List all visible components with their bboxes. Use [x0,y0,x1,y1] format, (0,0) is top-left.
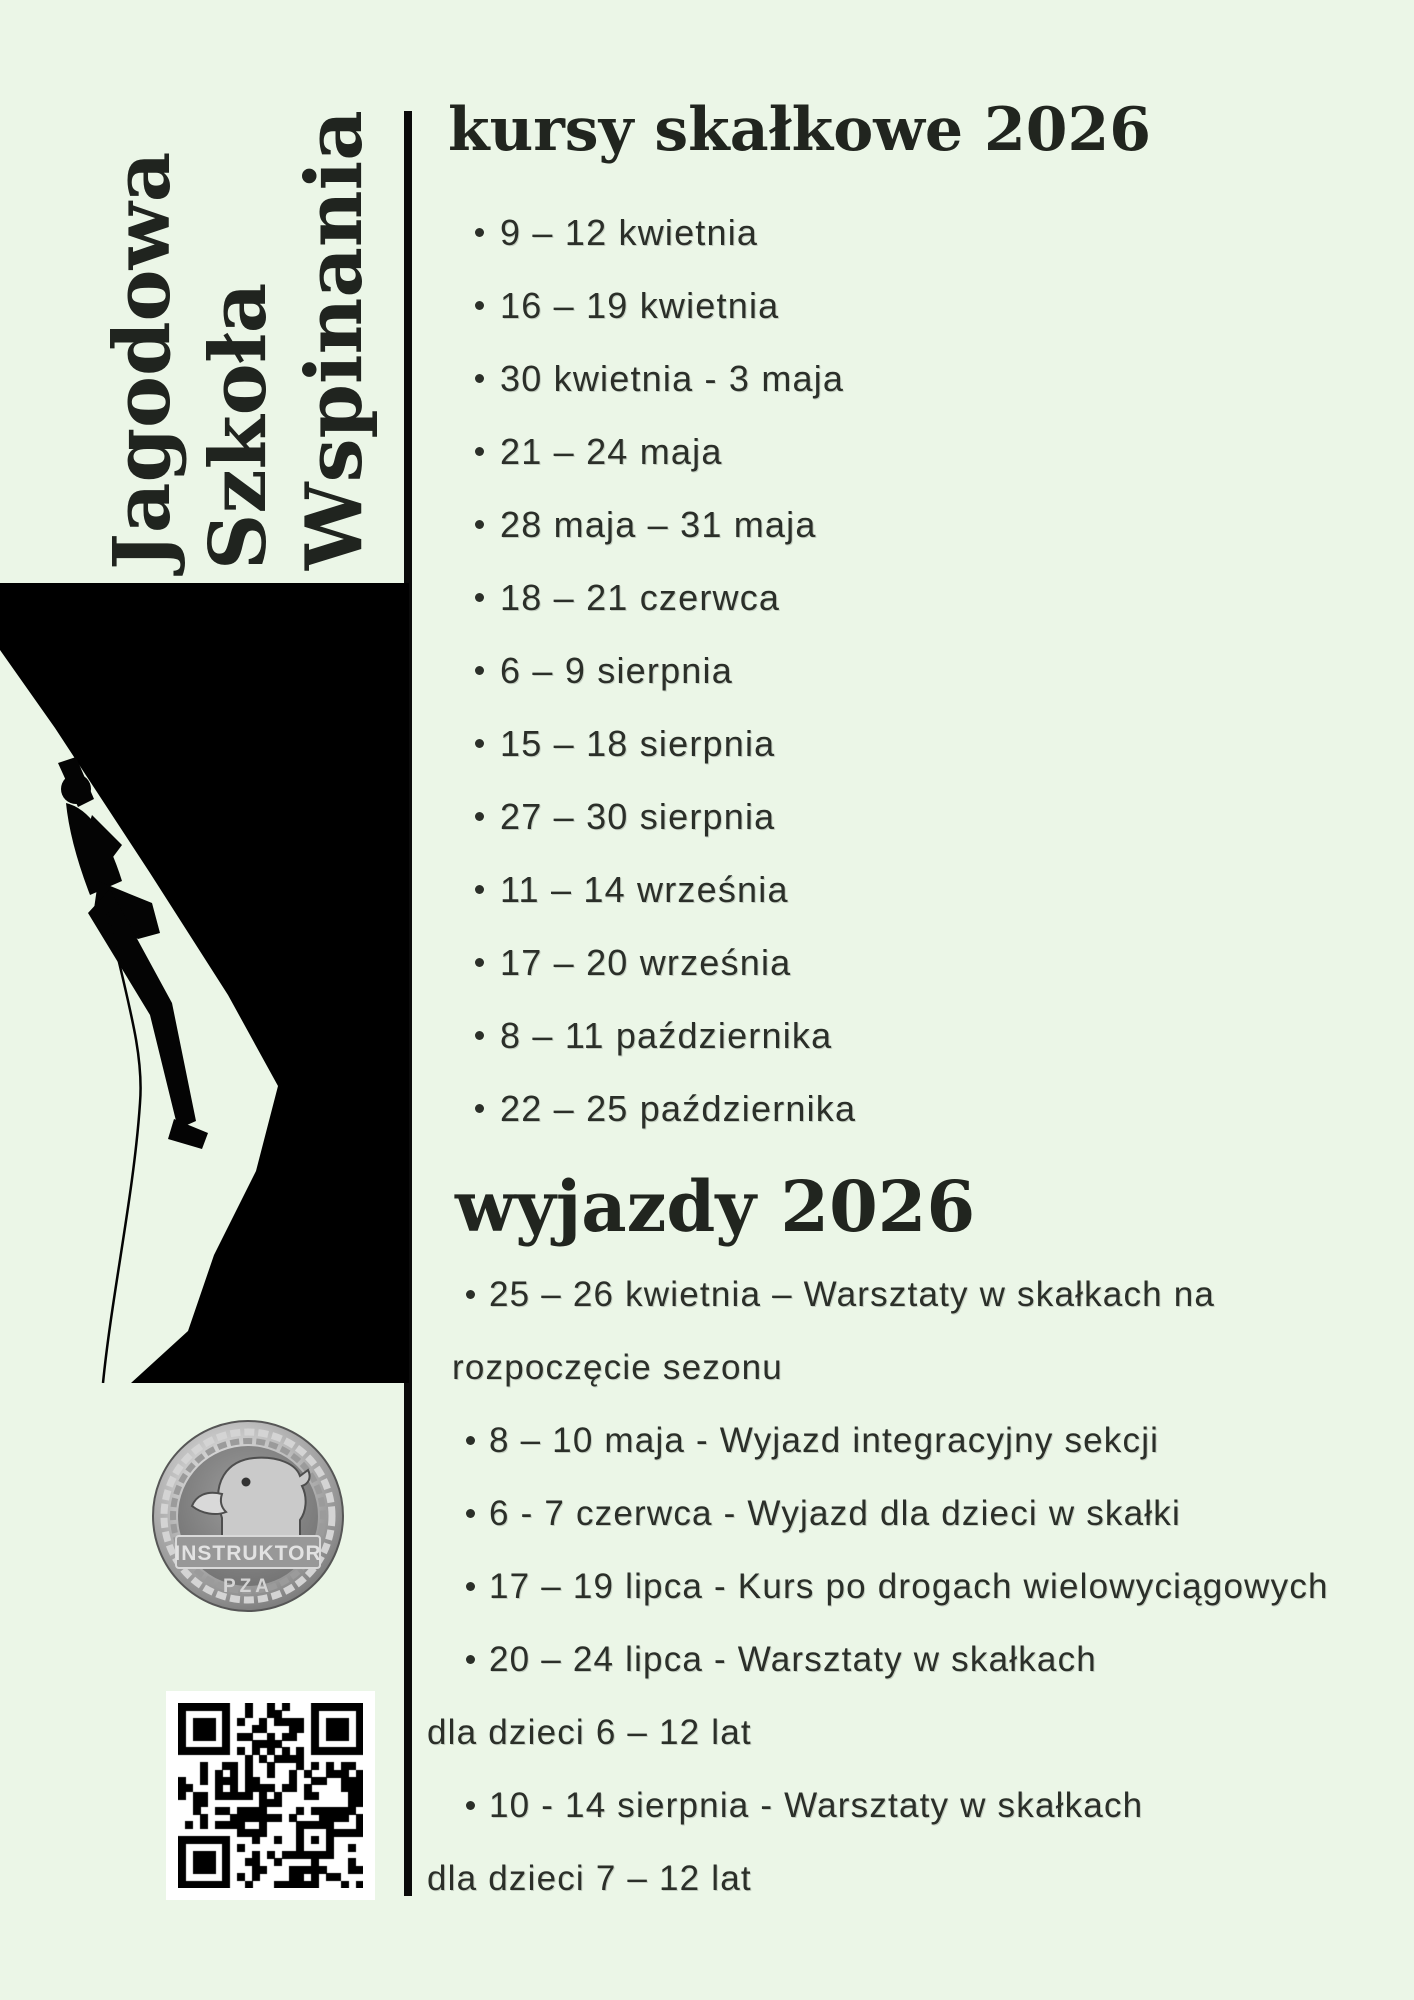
bullet-icon [475,666,484,675]
mountain-climber-graphic [0,583,409,1383]
list-item-continuation: rozpoczęcie sezonu [452,1347,783,1387]
bullet-icon [475,739,484,748]
list-item: 18 – 21 czerwca [475,561,856,634]
bullet-icon [466,1290,475,1299]
bullet-icon [466,1655,475,1664]
bullet-icon [475,228,484,237]
section-title-kursy: kursy skałkowe 2026 [448,95,1151,165]
list-item-continuation: dla dzieci 7 – 12 lat [427,1858,752,1898]
badge-title: INSTRUKTOR [174,1542,322,1565]
bullet-icon [475,301,484,310]
list-item-continuation: dla dzieci 6 – 12 lat [427,1712,752,1752]
list-item: 16 – 19 kwietnia [475,269,856,342]
list-item: 28 maja – 31 maja [475,488,856,561]
qr-code [166,1691,375,1900]
bullet-icon [475,885,484,894]
brand-line-3: Wspinania [289,110,380,570]
list-item: 20 – 24 lipca - Warsztaty w skałkach [427,1623,1407,1696]
brand-line-1: Jagodowa [97,151,188,570]
bullet-icon [475,374,484,383]
brand-title-vertical [95,110,385,570]
bullet-icon [475,520,484,529]
bullet-icon [475,593,484,602]
bullet-icon [475,812,484,821]
list-item: 15 – 18 sierpnia [475,707,856,780]
bullet-icon [466,1436,475,1445]
list-item: 17 – 19 lipca - Kurs po drogach wielowyciągowych [427,1550,1407,1623]
bullet-icon [466,1801,475,1810]
list-item: 6 – 9 sierpnia [475,634,856,707]
list-item: 8 – 11 października [475,999,856,1072]
list-item: 8 – 10 maja - Wyjazd integracyjny sekcji [427,1404,1407,1477]
list-item: 22 – 25 października [475,1072,856,1145]
list-item: 6 - 7 czerwca - Wyjazd dla dzieci w skałki [427,1477,1407,1550]
list-item: 9 – 12 kwietnia [475,196,856,269]
list-item: 27 – 30 sierpnia [475,780,856,853]
bullet-icon [475,1031,484,1040]
brand-line-2: Szkoła [193,282,284,570]
list-item: 21 – 24 maja [475,415,856,488]
badge-subtitle: PZA [223,1576,273,1597]
wyjazdy-trip-list [427,1258,1407,1915]
list-item: 10 - 14 sierpnia - Warsztaty w skałkach [427,1769,1407,1842]
bullet-icon [475,447,484,456]
list-item: 25 – 26 kwietnia – Warsztaty w skałkach na [427,1258,1407,1331]
list-item: 11 – 14 września [475,853,856,926]
qr-pattern [178,1703,363,1888]
instruktor-pza-badge [150,1418,346,1614]
bullet-icon [475,958,484,967]
bullet-icon [466,1582,475,1591]
kursy-date-list [475,196,856,1145]
list-item: 30 kwietnia - 3 maja [475,342,856,415]
bullet-icon [466,1509,475,1518]
section-title-wyjazdy: wyjazdy 2026 [455,1165,976,1248]
bullet-icon [475,1104,484,1113]
list-item: 17 – 20 września [475,926,856,999]
